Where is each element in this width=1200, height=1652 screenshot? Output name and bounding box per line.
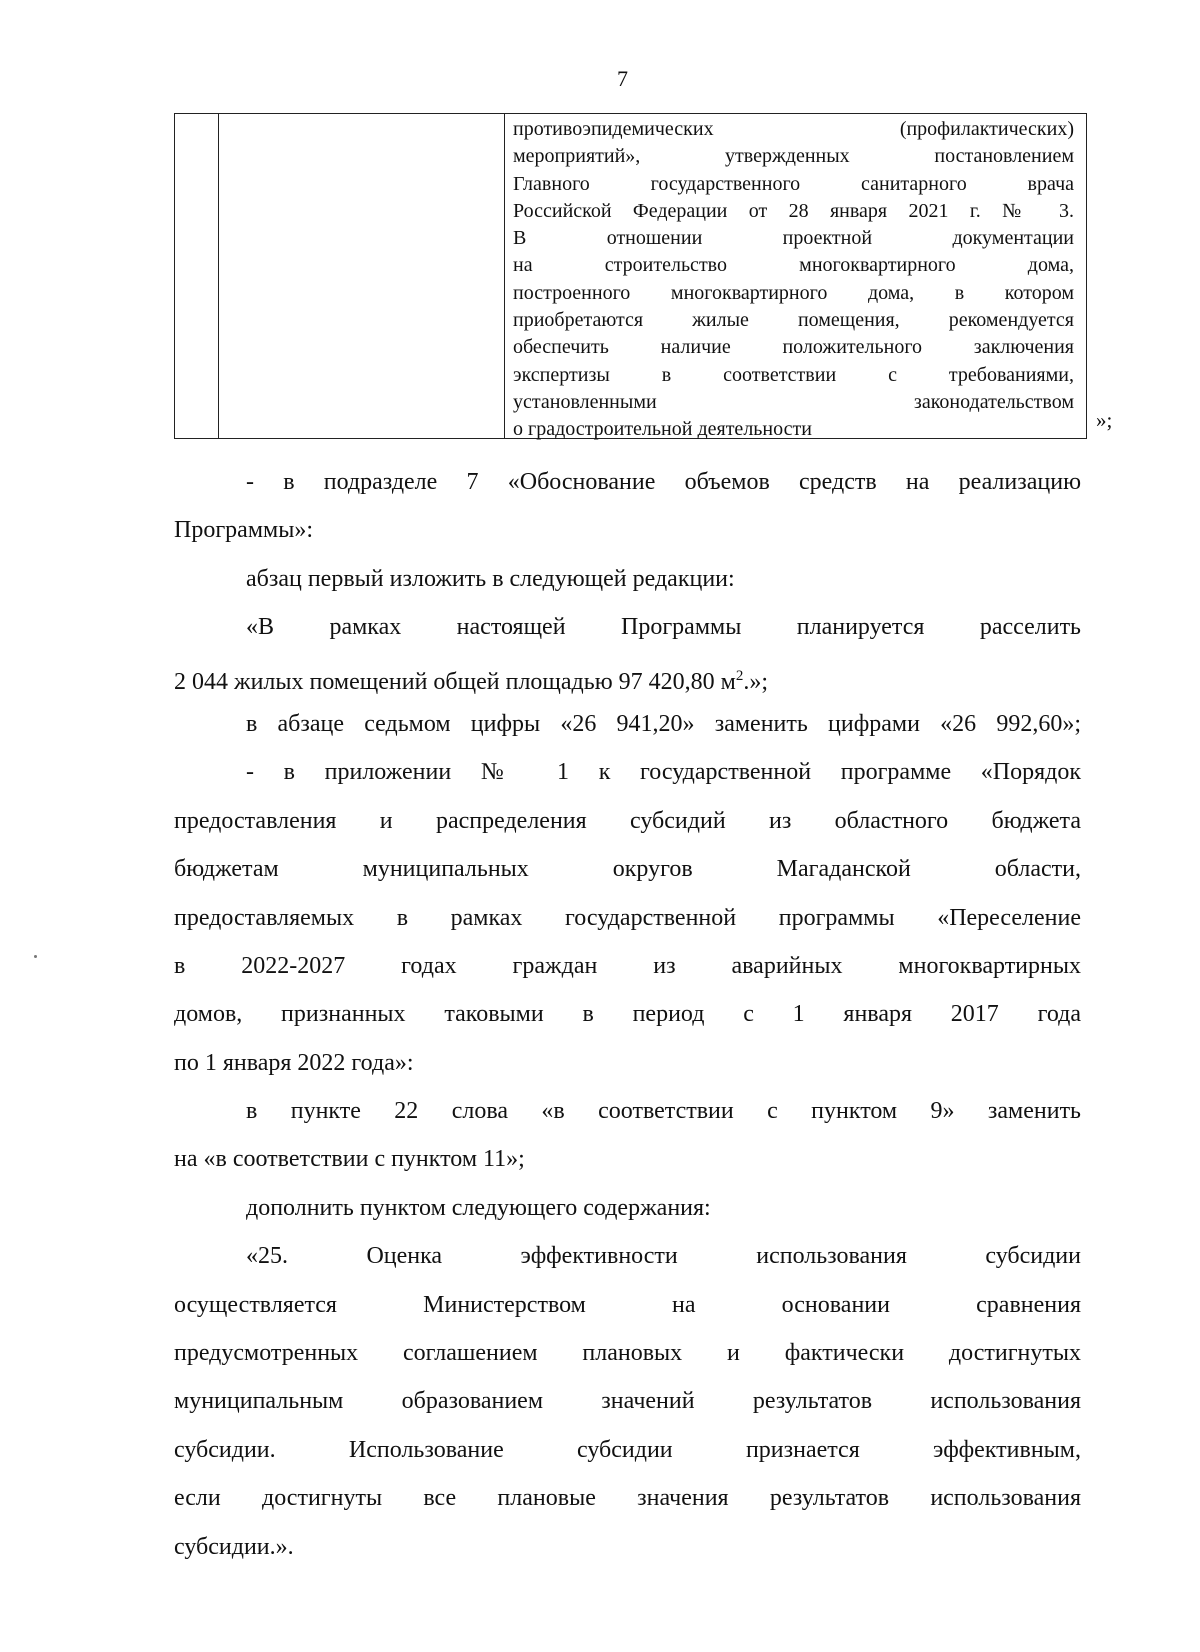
- paragraph-line: дополнить пунктом следующего содержания:: [246, 1194, 711, 1221]
- paragraph-line: по 1 января 2022 года»:: [174, 1049, 414, 1076]
- paragraph-line: в абзаце седьмом цифры «26 941,20» заменить цифрами «26 992,60»;: [246, 710, 1081, 737]
- area-suffix: .»;: [743, 668, 769, 695]
- paragraph-line: - в приложении № 1 к государственной программе «Порядок: [246, 759, 1081, 786]
- table-text-line: о градостроительной деятельности: [513, 418, 812, 441]
- paragraph-line: на «в соответствии с пунктом 11»;: [174, 1146, 525, 1173]
- paragraph-line: субсидии. Использование субсидии признается эффективным,: [174, 1436, 1081, 1463]
- page-number: 7: [617, 66, 628, 91]
- paragraph-line: «25. Оценка эффективности использования субсидии: [246, 1243, 1081, 1270]
- paragraph-line: Программы»:: [174, 517, 313, 544]
- table-text-line: установленными законодательством: [513, 390, 1074, 413]
- table-text-line: экспертизы в соответствии с требованиями,: [513, 363, 1074, 386]
- paragraph-line: предоставляемых в рамках государственной программы «Переселение: [174, 904, 1081, 931]
- table-text-line: Российской Федерации от 28 января 2021 г. № 3.: [513, 199, 1074, 222]
- paragraph-line: в 2022-2027 годах граждан из аварийных многоквартирных: [174, 952, 1081, 979]
- paragraph-line-area: [174, 652, 1081, 700]
- paragraph-line: в пункте 22 слова «в соответствии с пунктом 9» заменить: [246, 1098, 1081, 1125]
- table-text-line: мероприятий», утвержденных постановлением: [513, 145, 1074, 168]
- table-cell-number: [175, 114, 219, 438]
- area-text: 2 044 жилых помещений общей площадью 97 420,80 м: [174, 668, 736, 695]
- table-text-line: построенного многоквартирного дома, в котором: [513, 281, 1074, 304]
- table-cell-text: [505, 114, 1086, 441]
- paragraph-line: домов, признанных таковыми в период с 1 января 2017 года: [174, 1001, 1081, 1028]
- table-text-line: Главного государственного санитарного врача: [513, 172, 1074, 195]
- paragraph-line: предоставления и распределения субсидий из областного бюджета: [174, 807, 1081, 834]
- paragraph-line: если достигнуты все плановые значения результатов использования: [174, 1485, 1081, 1512]
- paragraph-line: бюджетам муниципальных округов Магаданской области,: [174, 856, 1081, 883]
- closing-quote: »;: [1096, 408, 1113, 432]
- table-text-line: приобретаются жилые помещения, рекомендуется: [513, 309, 1074, 332]
- table-text-line: В отношении проектной документации: [513, 227, 1074, 250]
- paragraph-line: абзац первый изложить в следующей редакции:: [246, 565, 735, 592]
- amendment-table: [174, 113, 1087, 439]
- table-text-line: обеспечить наличие положительного заключения: [513, 336, 1074, 359]
- scan-speck: [34, 955, 37, 958]
- area-superscript: 2: [735, 667, 744, 684]
- paragraph-line: муниципальным образованием значений результатов использования: [174, 1388, 1081, 1415]
- paragraph-line: «В рамках настоящей Программы планируется расселить: [246, 614, 1081, 641]
- paragraph-line: предусмотренных соглашением плановых и фактически достигнутых: [174, 1340, 1081, 1367]
- document-body: [174, 458, 1081, 1571]
- table-text-line: противоэпидемических (профилактических): [513, 118, 1074, 140]
- table-text-line: на строительство многоквартирного дома,: [513, 254, 1074, 277]
- paragraph-line: - в подразделе 7 «Обоснование объемов средств на реализацию: [246, 469, 1081, 495]
- table-cell-name: [219, 114, 505, 438]
- paragraph-line: осуществляется Министерством на основании сравнения: [174, 1291, 1081, 1318]
- paragraph-line: субсидии.».: [174, 1533, 294, 1560]
